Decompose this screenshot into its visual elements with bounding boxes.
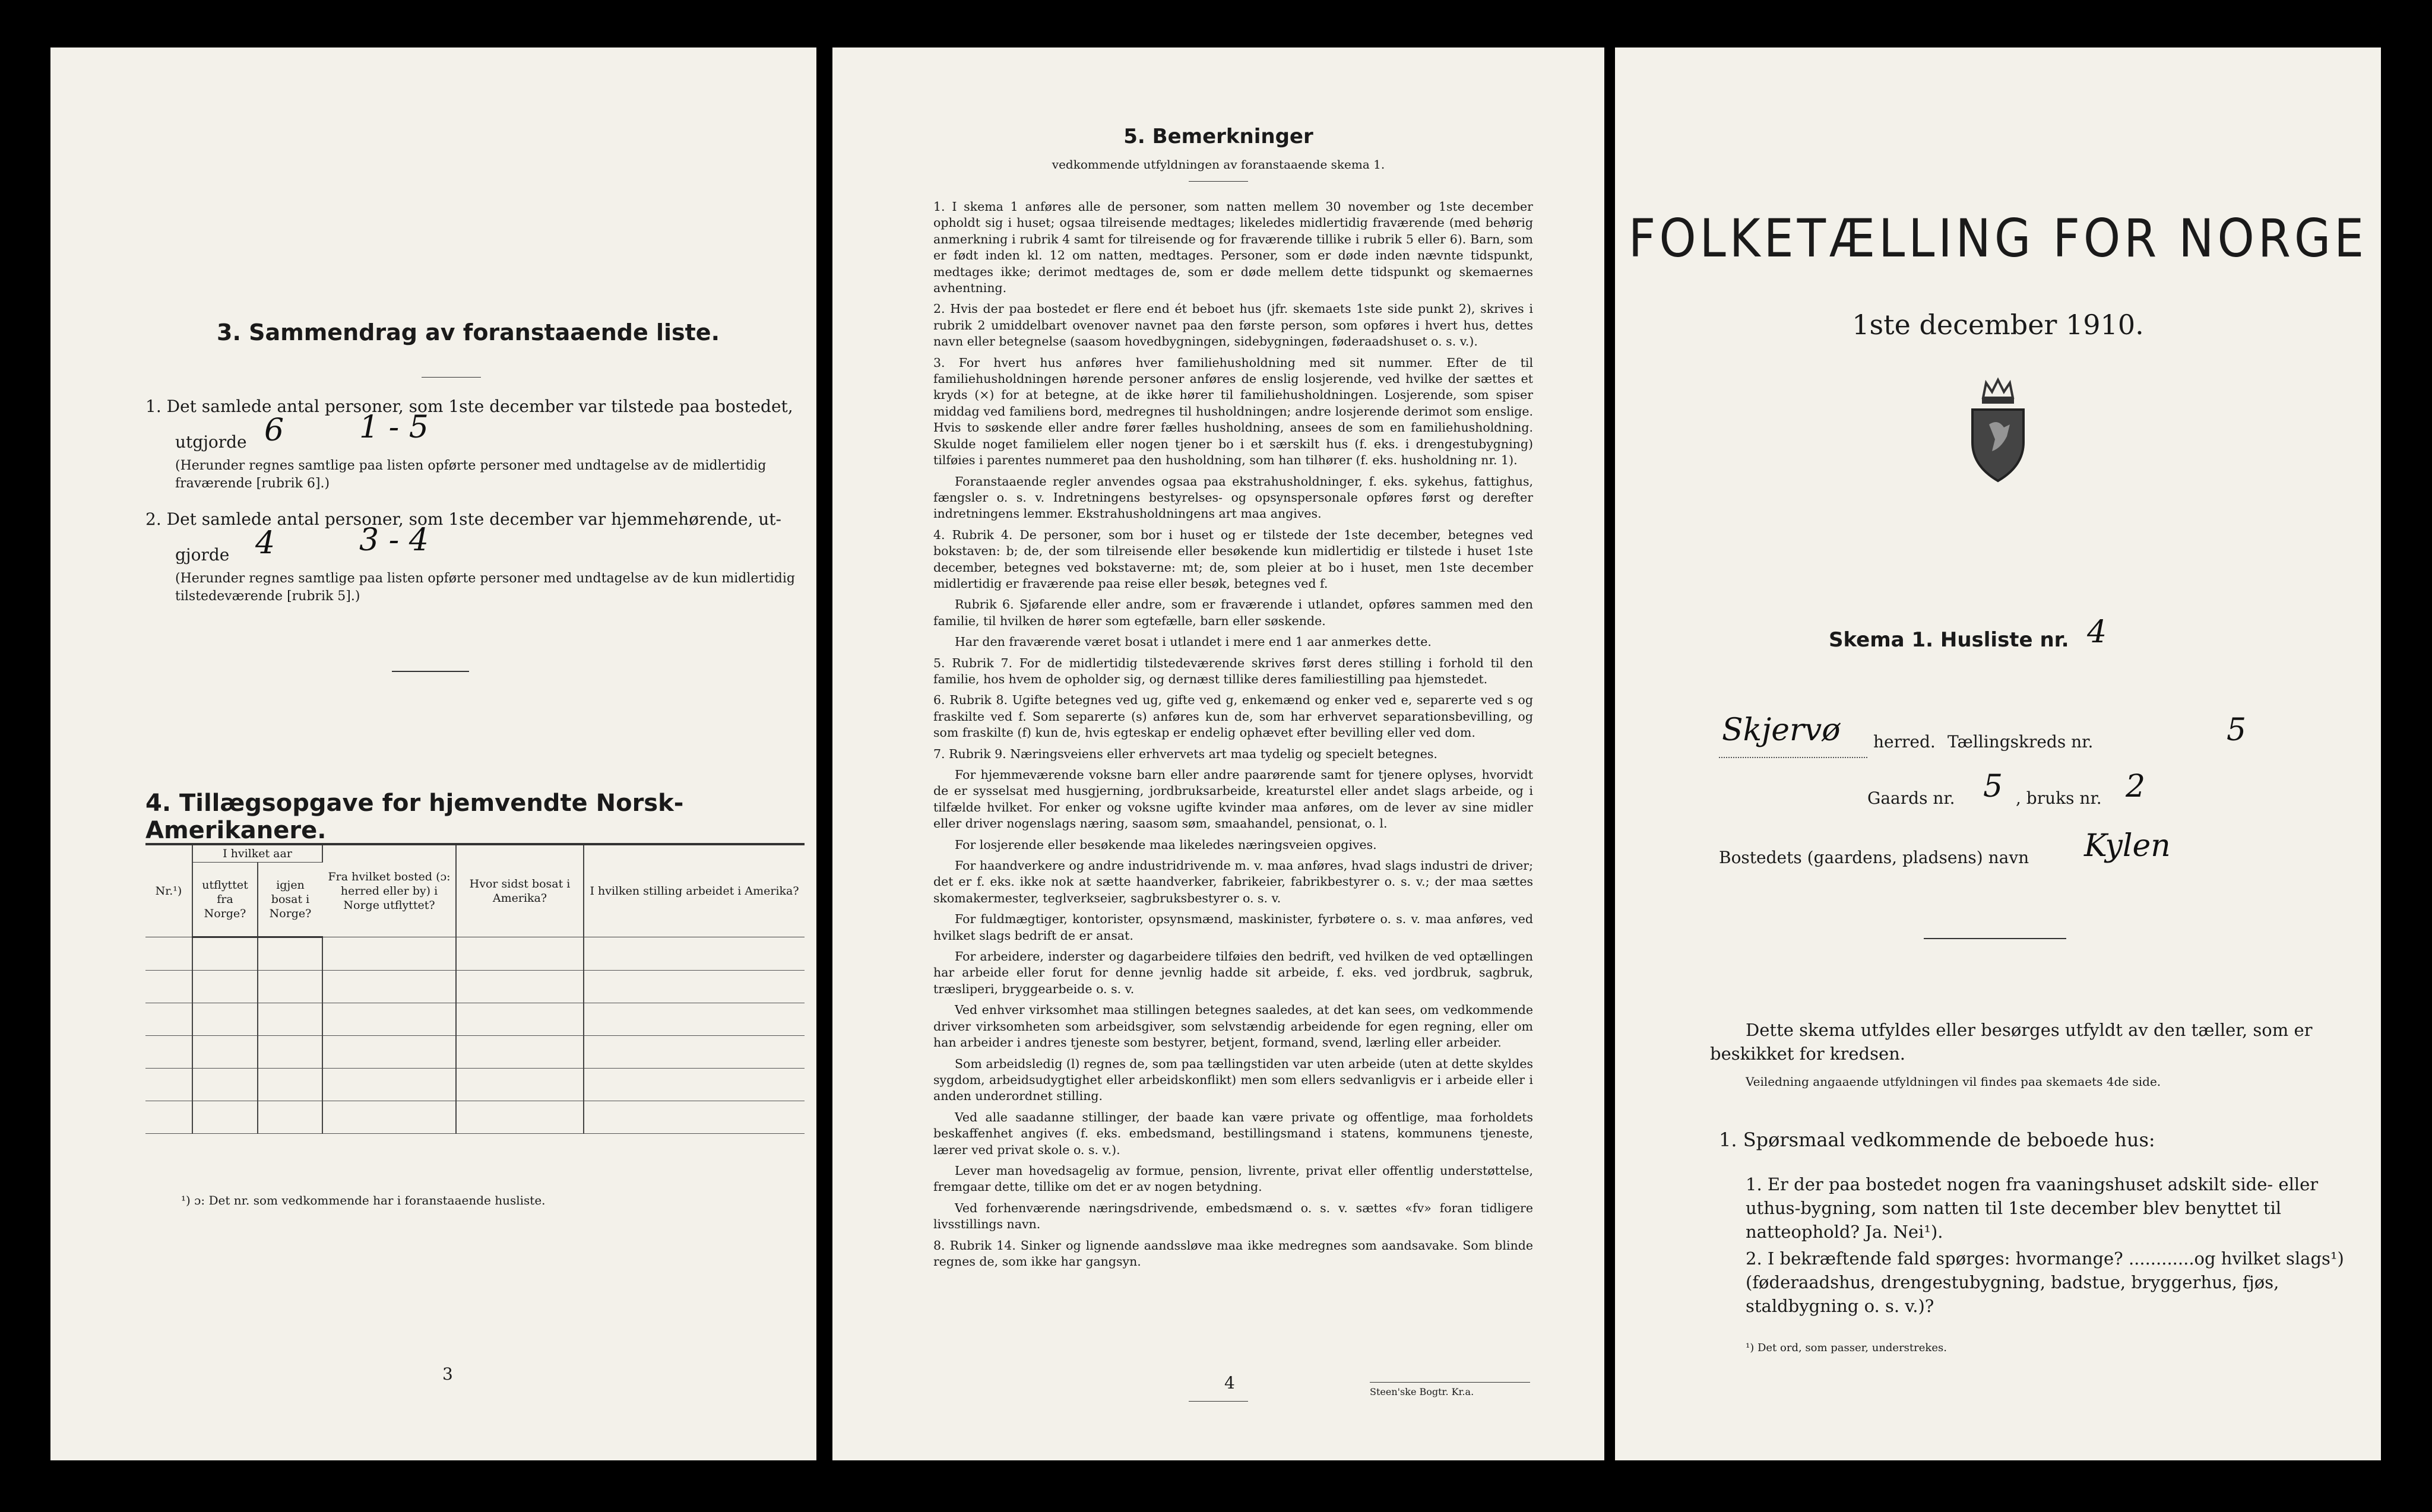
col-stilling: I hvilken stilling arbeidet i Amerika? [584, 845, 805, 937]
section3-item2-text: 2. Det samlede antal personer, som 1ste december var hjemmehørende, ut- [145, 509, 781, 529]
remark-item: Ved enhver virksomhet maa stillingen betegnes saaledes, at det kan sees, om vedkommende driver virksomheten som arbeidsgiver, som selvstændig arbeidende for egen regning, eller om han arbeider i andres tjeneste som bestyrer, betjent, formand, svend, lærling eller arbeider. [933, 1003, 1533, 1050]
bruks-label: , bruks nr. [2016, 788, 2102, 808]
section3-item2-utgjorde: gjorde [175, 545, 230, 565]
page-right [1615, 47, 2381, 1460]
remark-item: For losjerende eller besøkende maa likeledes næringsveien opgives. [955, 837, 1377, 852]
section3-item2-note: (Herunder regnes samtlige paa listen opførte personer med undtagelse av de kun midlertidig tilstedeværende [rubrik 5].) [175, 571, 795, 604]
divider [392, 671, 469, 672]
gaards-nr: 5 [1983, 769, 2003, 804]
right-footnote: ¹) Det ord, som passer, understrekes. [1746, 1342, 1947, 1354]
col-hvor: Hvor sidst bosat i Amerika? [456, 845, 584, 937]
kreds-nr: 5 [2227, 712, 2247, 748]
census-date: 1ste december 1910. [1852, 309, 2144, 341]
page-middle [832, 47, 1604, 1460]
page-number: 3 [442, 1364, 453, 1384]
col-fra: Fra hvilket bosted (ɔ: herred eller by) i Norge utflyttet? [322, 845, 456, 937]
husliste-nr: 4 [2087, 614, 2107, 650]
section3-item1-utgjorde: utgjorde [175, 432, 247, 452]
table-row [145, 1101, 805, 1134]
section3-item1-note: (Herunder regnes samtlige paa listen opførte personer med undtagelse av de midlertidig fraværende [rubrik 6].) [175, 458, 767, 491]
remark-item: 8. Rubrik 14. Sinker og lignende aandssløve maa ikke medregnes som aandsavake. Som blinde regnes de, som ikke har gangsyn. [933, 1238, 1533, 1269]
item2-hand-range: 3 - 4 [359, 522, 429, 558]
bemerkninger-title: 5. Bemerkninger [1123, 125, 1313, 148]
remark-item: Ved alle saadanne stillinger, der baade kan være private og offentlige, maa forholdets beskaffenhet angives (f. eks. embedsmand, bestillingsmand i statens, kommunens tjeneste, lærer ved privat skole o. s. v.). [933, 1110, 1533, 1157]
remark-item: 4. Rubrik 4. De personer, som bor i huset og er tilstede der 1ste december, betegnes ved bokstaven: b; de, der som tilreisende eller besøkende kun midlertidig er tilstede i huset 1ste december, betegnes ved bokstaverne: mt; de, som pleier at bo i huset, men 1ste december midlertidig er fraværende paa reise eller besøk, betegnes ved f. [933, 527, 1533, 591]
col-igjen: igjen bosat i Norge? [258, 863, 322, 937]
question-1: 1. Er der paa bostedet nogen fra vaaningshuset adskilt side- eller uthus-bygning, som natten til 1ste december blev benyttet til natteophold? Ja. Nei¹). [1746, 1174, 2319, 1242]
remark-item: Som arbeidsledig (l) regnes de, som paa tællingstiden var uten arbeide (uten at dette skyldes sygdom, arbeidsudygtighet eller arbeidskonflikt) men som ellers sedvanligvis er i arbeide eller i anden underordnet stilling. [933, 1056, 1533, 1104]
herred-label: herred. [1873, 732, 1936, 752]
bemerkninger-subtitle: vedkommende utfyldningen av foranstaaende skema 1. [1052, 157, 1385, 172]
norsk-amerikanere-table [145, 843, 805, 1134]
kreds-label: Tællingskreds nr. [1948, 732, 2094, 752]
table-row [145, 1003, 805, 1036]
remark-item: For arbeidere, inderster og dagarbeidere tilføies den bedrift, ved hvilken de ved optællingen har arbeide eller forut for denne jevnlig hadde sit arbeide, f. eks. ved jordbruk, sagbruk, træsliperi, bryggearbeide o. s. v. [933, 949, 1533, 996]
instruction-sub: Veiledning angaaende utfyldningen vil findes paa skemaets 4de side. [1746, 1074, 2161, 1089]
remark-item: For hjemmeværende voksne barn eller andre paarørende samt for tjenere oplyses, hvorvidt de er sysselsat med husgjerning, jordbruksarbeide, kreaturstel eller andet slags arbeide, og i tilfælde hvilket. For enker og voksne ugifte kvinder maa anføres, om de lever av sine midler eller driver nogenslags næring, saasom søm, smaahandel, pensionat, o. l. [933, 768, 1533, 831]
instruction-text: Dette skema utfyldes eller besørges utfyldt av den tæller, som er beskikket for kredsen. [1710, 1020, 2313, 1064]
item1-hand-range: 1 - 5 [359, 410, 429, 445]
questions-heading: 1. Spørsmaal vedkommende de beboede hus: [1719, 1129, 2155, 1151]
col-nr: Nr.¹) [145, 845, 192, 937]
remark-item: 7. Rubrik 9. Næringsveiens eller erhvervets art maa tydelig og specielt betegnes. [933, 746, 1437, 761]
col-utflyttet: utflyttet fra Norge? [192, 863, 258, 937]
bosted-label: Bostedets (gaardens, pladsens) navn [1719, 848, 2029, 867]
section4-footnote: ¹) ɔ: Det nr. som vedkommende har i foranstaaende husliste. [181, 1193, 546, 1207]
table-row [145, 1036, 805, 1069]
main-title: FOLKETÆLLING FOR NORGE [1628, 208, 2368, 269]
remark-item: 6. Rubrik 8. Ugifte betegnes ved ug, gifte ved g, enkemænd og enker ved e, separerte ved s og fraskilte ved f. Som separerte (s) anføres kun de, som har erhvervet separationsbevilling, og som fraskilte (f) kun de, hvis egteskap er endelig ophævet efter bevilling eller ved dom. [933, 693, 1533, 740]
section4-title: 4. Tillægsopgave for hjemvendte Norsk-Amerikanere. [145, 790, 684, 844]
section3-title: 3. Sammendrag av foranstaaende liste. [217, 319, 720, 345]
remark-item: 2. Hvis der paa bostedet er flere end ét beboet hus (jfr. skemaets 1ste side punkt 2), skrives i rubrik 2 umiddelbart ovenover navnet paa den første person, som opføres i hvert hus, dettes navn eller betegnelse (saasom hovedbygningen, sidebygningen, føderaadshuset o. s. v.). [933, 302, 1533, 349]
table-row [145, 1069, 805, 1101]
bruks-nr: 2 [2126, 769, 2146, 804]
remark-item: 5. Rubrik 7. For de midlertidig tilstedeværende skrives først deres stilling i forhold til den familie, hos hvem de opholder sig, og dernæst tillike deres familiestilling paa hjemstedet. [933, 655, 1533, 686]
divider [1370, 1382, 1530, 1383]
item2-hand-total: 4 [255, 525, 276, 561]
remark-item: 3. For hvert hus anføres hver familiehusholdning med sit nummer. Efter de til familiehusholdningen hørende personer anføres de enslig losjerende, ved hvilke der sættes et kryds (×) for at betegne, at de ikke hører til familiehusholdningen. Losjerende, som spiser middag ved familiens bord, medregnes til husholdningen; andre losjerende derimot som enslige. Hvis to søskende eller andre fører fælles husholdning, ansees de som en familiehusholdning. Skulde noget familielem eller nogen tjener bo i et særskilt hus (f. eks. i drengestubygning) tilføies i parentes nummeret paa den husholdning, som han tilhører (f. eks. husholdning nr. 1). [933, 355, 1533, 468]
item1-hand-total: 6 [264, 413, 284, 448]
divider [422, 377, 481, 378]
gaards-label: Gaards nr. [1867, 788, 1955, 808]
remark-item: Lever man hovedsagelig av formue, pension, livrente, privat eller offentlig understøttelse, fremgaar dette, tillike om det er av nogen betydning. [933, 1163, 1533, 1194]
divider [1189, 1401, 1248, 1402]
bosted-name: Kylen [2084, 828, 2171, 864]
remark-item: Har den fraværende været bosat i utlandet i mere end 1 aar anmerkes dette. [955, 635, 1432, 649]
page-number: 4 [1224, 1373, 1235, 1393]
remark-item: For fuldmægtiger, kontorister, opsynsmænd, maskinister, fyrbøtere o. s. v. maa anføres, ved hvilket slags bedrift de er ansat. [933, 912, 1533, 943]
table-row [145, 937, 805, 971]
remark-item: Ved forhenværende næringsdrivende, embedsmænd o. s. v. sættes «fv» foran tidligere livsstillings navn. [933, 1200, 1533, 1232]
remark-item: 1. I skema 1 anføres alle de personer, som natten mellem 30 november og 1ste december opholdt sig i huset; ogsaa tilreisende medtages; likeledes midlertidig fraværende (med behørig anmerkning i rubrik 4 samt for tilreisende og for fraværende tillike i rubrik 5 eller 6). Barn, som er født inden kl. 12 om natten, medtages. Personer, som er døde inden nævnte tidspunkt, medtages ikke; derimot medtages de, som er døde mellem dette tidspunkt og skemaernes avhentning. [933, 199, 1533, 296]
printer-mark: Steen'ske Bogtr. Kr.a. [1370, 1386, 1474, 1397]
divider [1189, 181, 1248, 182]
schema-label: Skema 1. Husliste nr. [1829, 628, 2069, 652]
herred-hand: Skjervø [1722, 712, 1841, 748]
section3-item1-text: 1. Det samlede antal personer, som 1ste december var tilstede paa bostedet, [145, 397, 793, 416]
remark-item: Foranstaaende regler anvendes ogsaa paa ekstrahusholdninger, f. eks. sykehus, fattighus, fængsler o. s. v. Indretningens bestyrelses- og opsynspersonale opføres først og derefter indretningens lemmer. Ekstrahusholdningens art maa angives. [933, 474, 1533, 521]
divider [1924, 938, 2066, 939]
col-group-year: I hvilket aar [192, 845, 322, 863]
bemerkninger-list [933, 199, 1533, 1275]
page-left [50, 47, 816, 1460]
table-row [145, 971, 805, 1003]
question-2: 2. I bekræftende fald spørges: hvormange? ............og hvilket slags¹) (føderaadshus, drengestubygning, badstue, bryggerhus, fjøs, staldbygning o. s. v.)? [1746, 1248, 2344, 1316]
fill-line [1719, 757, 1867, 759]
remark-item: For haandverkere og andre industridrivende m. v. maa anføres, hvad slags industri de driver; det er f. eks. ikke nok at sætte haandverker, fabrikeier, fabrikbestyrer o. s. v.; der maa sættes skomakermester, teglverkseier, sagbruksbestyrer o. s. v. [933, 858, 1533, 905]
remark-item: Rubrik 6. Sjøfarende eller andre, som er fraværende i utlandet, opføres sammen med den familie, til hvilken de hører som egtefælle, barn eller søskende. [933, 597, 1533, 628]
coat-of-arms-icon [1965, 377, 2031, 484]
